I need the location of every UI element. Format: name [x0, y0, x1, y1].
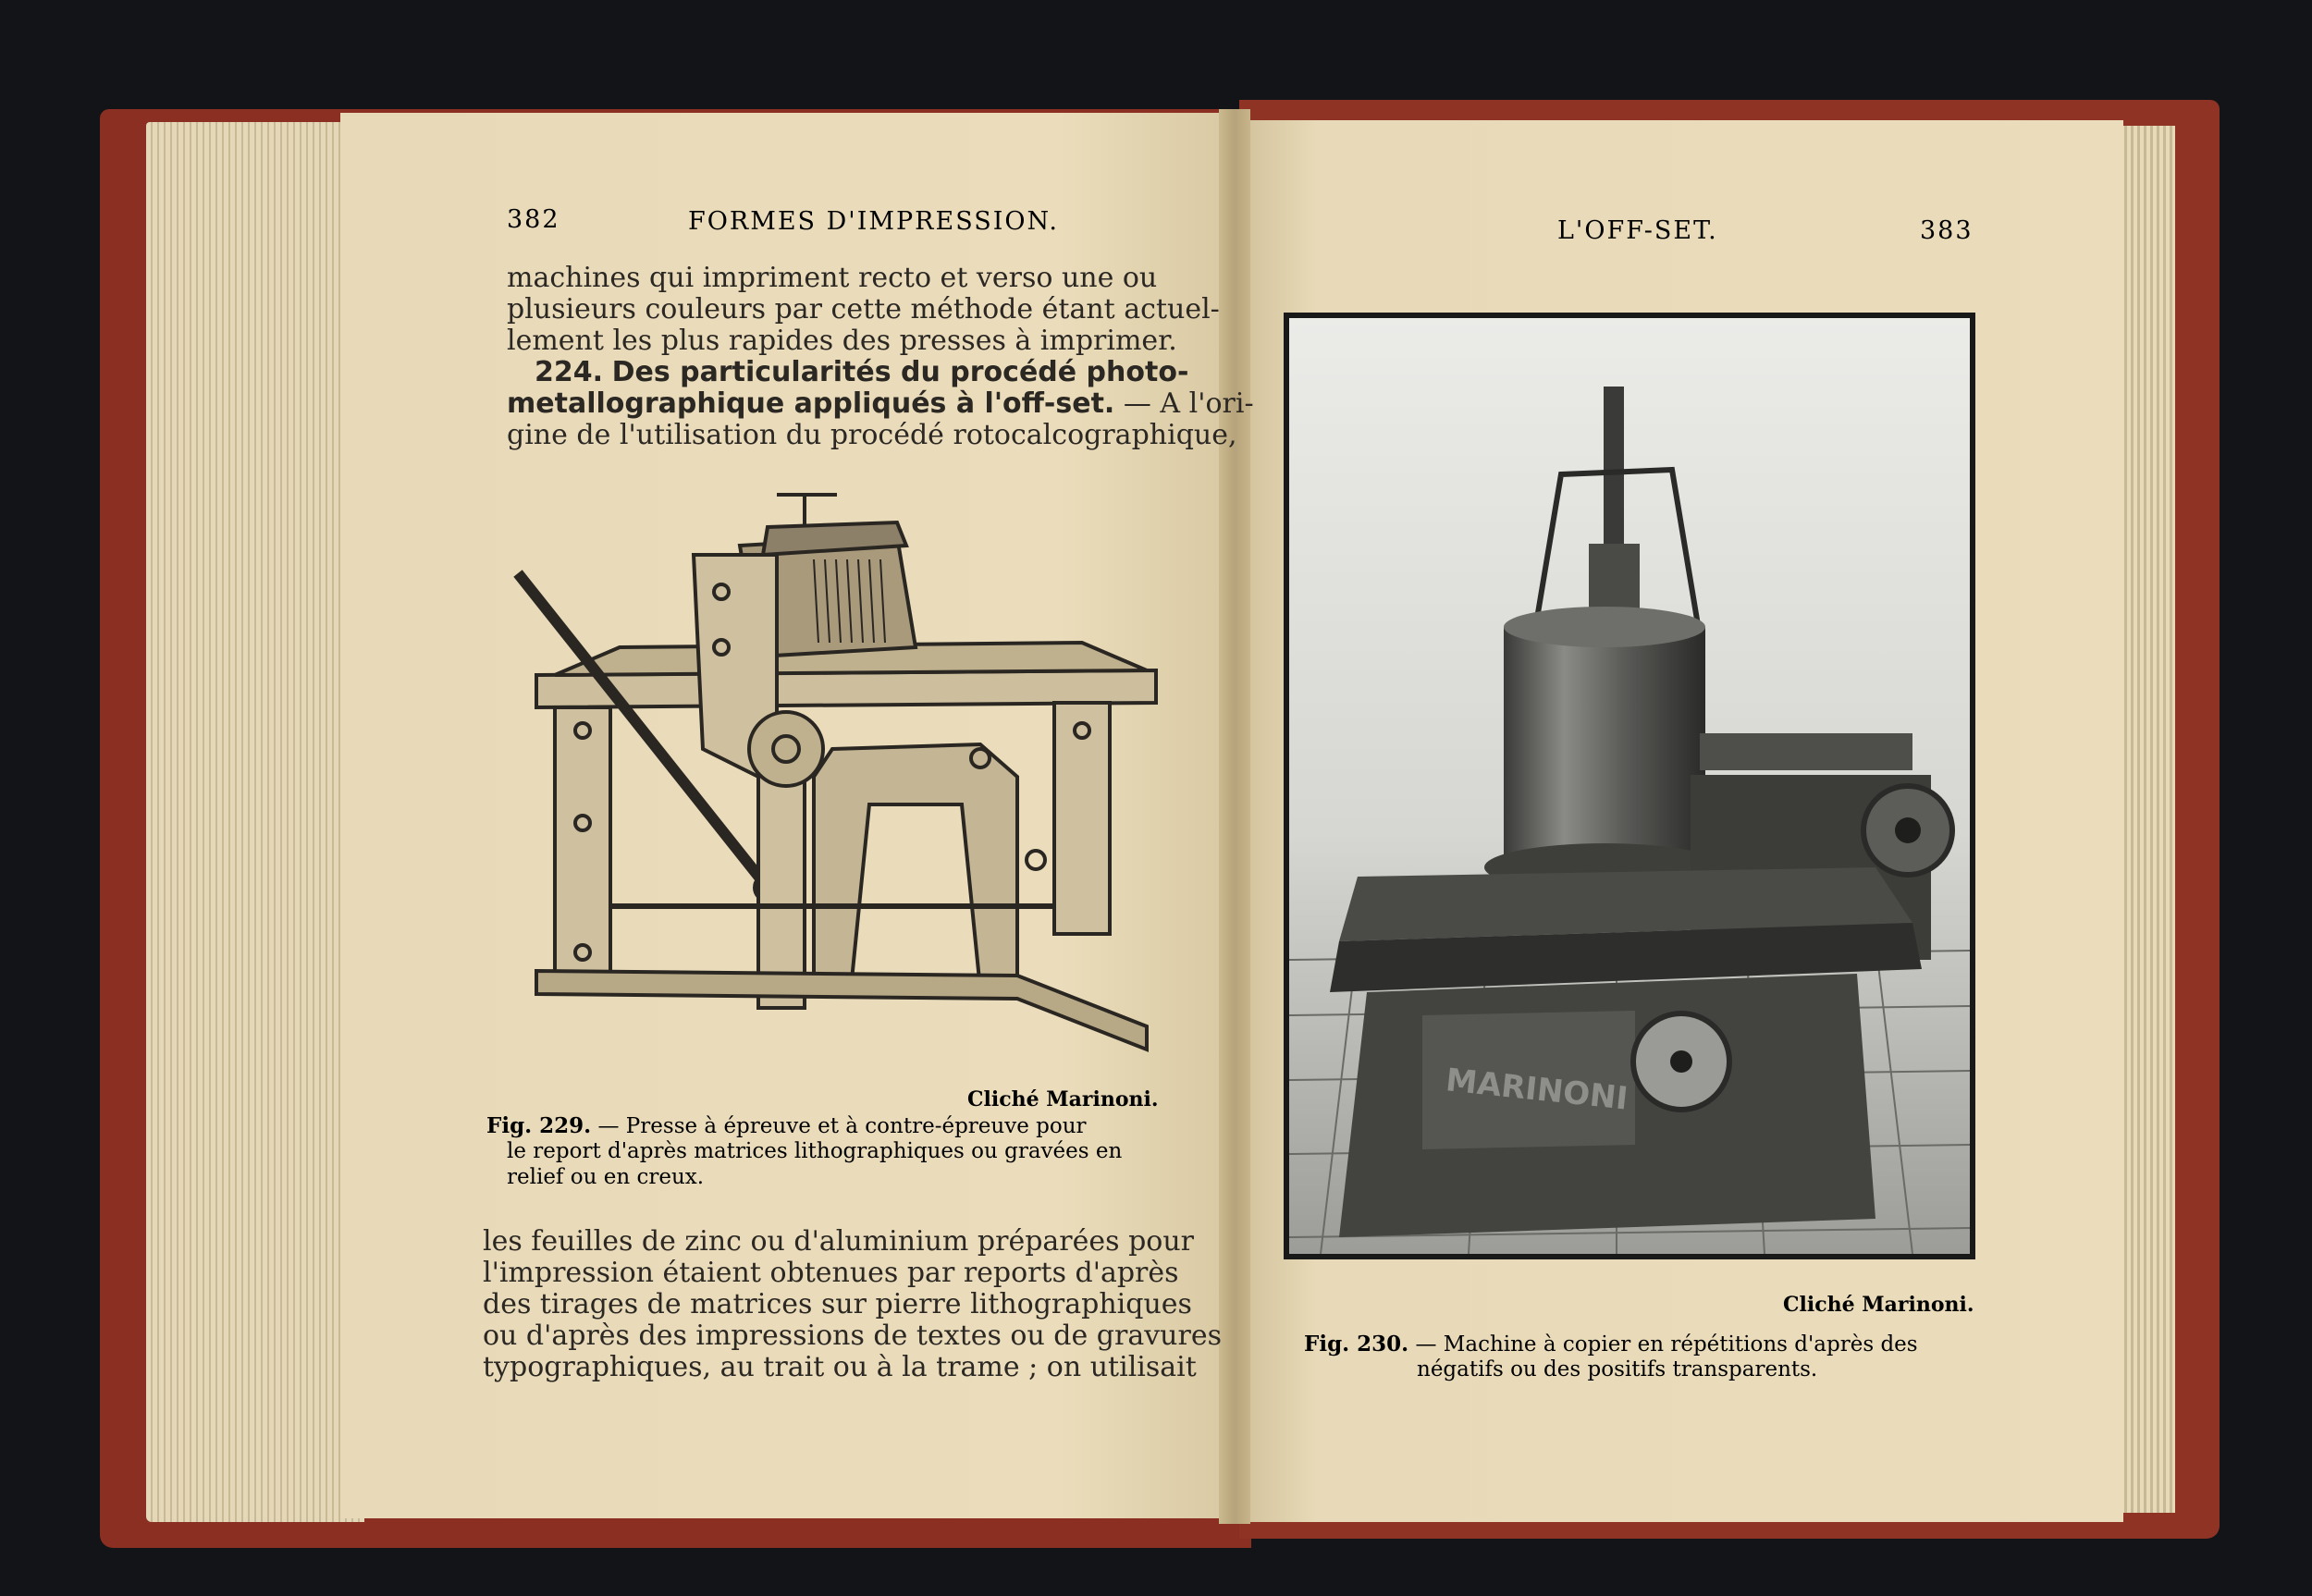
figure-229-caption-line: le report d'après matrices lithographiques ou gravées en	[507, 1139, 1123, 1163]
right-running-head: L'OFF-SET.	[1557, 216, 1718, 245]
figure-229-credit: Cliché Marinoni.	[967, 1087, 1159, 1111]
section-text: — A l'ori-	[1114, 387, 1254, 420]
figure-229-press-engraving	[499, 472, 1165, 1073]
left-text-line: typographiques, au trait ou à la trame ; on utilisait	[483, 1351, 1197, 1383]
left-text-line: les feuilles de zinc ou d'aluminium préparées pour	[483, 1225, 1195, 1258]
page-edges-left	[146, 122, 364, 1522]
left-text-line: machines qui impriment recto et verso une ou	[507, 262, 1158, 294]
left-text-line: ou d'après des impressions de textes ou de gravures	[483, 1320, 1222, 1352]
figure-230-caption-line: négatifs ou des positifs transparents.	[1417, 1357, 1818, 1381]
figure-229-label: Fig. 229.	[486, 1113, 592, 1138]
machine-brand-plate: MARINONI	[1444, 1062, 1630, 1118]
left-text-line: l'impression étaient obtenues par reports d'après	[483, 1257, 1179, 1289]
page-edges-right	[2118, 126, 2175, 1513]
book-gutter	[1219, 109, 1250, 1524]
section-heading-line	[507, 388, 1254, 420]
figure-230-label: Fig. 230.	[1304, 1332, 1409, 1357]
left-text-line: lement les plus rapides des presses à imprimer.	[507, 325, 1177, 357]
section-title-part: Des particularités du procédé photo-	[611, 356, 1189, 388]
figure-229-caption-line	[486, 1113, 1087, 1139]
section-heading-line	[535, 357, 1188, 388]
figure-230-credit: Cliché Marinoni.	[1783, 1293, 1974, 1317]
left-running-head: FORMES D'IMPRESSION.	[688, 207, 1060, 236]
left-text-line: plusieurs couleurs par cette méthode étant actuel-	[507, 293, 1220, 325]
section-title-part: metallographique appliqués à l'off-set.	[507, 387, 1115, 420]
right-page-number: 383	[1920, 216, 1974, 245]
left-text-line: gine de l'utilisation du procédé rotocalcographique,	[507, 419, 1237, 451]
figure-229-caption-text: — Presse à épreuve et à contre-épreuve pour	[591, 1114, 1087, 1138]
section-number: 224.	[535, 356, 604, 388]
left-page-number: 382	[507, 205, 560, 234]
figure-230-caption-line	[1304, 1332, 1918, 1357]
figure-230-photograph	[1284, 313, 1975, 1259]
figure-229-caption-line: relief ou en creux.	[507, 1165, 705, 1189]
left-text-line: des tirages de matrices sur pierre lithographiques	[483, 1288, 1192, 1320]
figure-230-caption-text: — Machine à copier en répétitions d'après des	[1408, 1332, 1918, 1357]
